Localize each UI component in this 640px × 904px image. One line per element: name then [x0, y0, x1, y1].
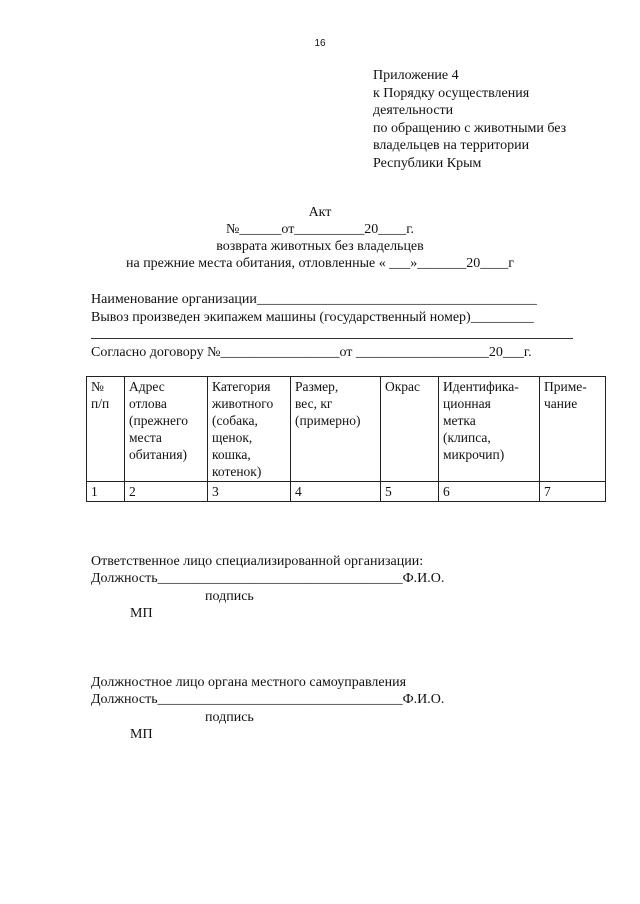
responsible-signature-label: подпись	[205, 589, 254, 604]
appendix-line: владельцев на территории	[373, 138, 530, 153]
official-title: Должностное лицо органа местного самоуправления	[91, 675, 407, 690]
official-position-line: Должность___________________________________Ф.И.О.	[91, 692, 445, 707]
act-purpose: возврата животных без владельцев	[216, 239, 424, 254]
col-number-cell: 6	[439, 482, 540, 502]
act-number-line: №______от__________20____г.	[226, 222, 414, 237]
official-stamp-label: МП	[130, 727, 153, 742]
table-row	[87, 482, 606, 502]
col-header-note: Приме- чание	[540, 377, 606, 482]
col-header-size: Размер, вес, кг (примерно)	[291, 377, 381, 482]
table-header-row	[87, 377, 606, 482]
page-number: 16	[314, 38, 326, 49]
blank-line	[91, 338, 573, 339]
col-number-cell: 1	[87, 482, 125, 502]
col-header-number: № п/п	[87, 377, 125, 482]
act-title: Акт	[308, 205, 332, 220]
col-number-cell: 7	[540, 482, 606, 502]
appendix-line: Республики Крым	[373, 155, 482, 171]
col-number-cell: 3	[208, 482, 291, 502]
appendix-line: по обращению с животными без	[373, 120, 567, 136]
organization-field: Наименование организации________________________________________	[91, 292, 537, 307]
col-number-cell: 4	[291, 482, 381, 502]
appendix-line: Приложение 4	[373, 68, 459, 83]
col-header-id-tag: Идентифика- ционная метка (клипса, микрочип)	[439, 377, 540, 482]
responsible-stamp-label: МП	[130, 606, 153, 621]
col-header-color: Окрас	[381, 377, 439, 482]
col-number-cell: 2	[125, 482, 208, 502]
responsible-title: Ответственное лицо специализированной организации:	[91, 554, 424, 569]
animals-table	[86, 376, 606, 502]
col-number-cell: 5	[381, 482, 439, 502]
appendix-header	[373, 67, 566, 172]
vehicle-field: Вывоз произведен экипажем машины (государственный номер)_________	[91, 310, 534, 325]
responsible-position-line: Должность___________________________________Ф.И.О.	[91, 571, 445, 586]
appendix-line: деятельности	[373, 103, 454, 118]
appendix-line: к Порядку осуществления	[373, 85, 530, 101]
col-header-category: Категория животного (собака, щенок, кошка, котенок)	[208, 377, 291, 482]
act-places-line: на прежние места обитания, отловленные « ___»_______20____г	[125, 256, 514, 271]
col-header-address: Адрес отлова (прежнего места обитания)	[125, 377, 208, 482]
official-signature-label: подпись	[205, 710, 254, 725]
contract-field: Согласно договору №_________________от ___________________20___г.	[91, 345, 532, 360]
